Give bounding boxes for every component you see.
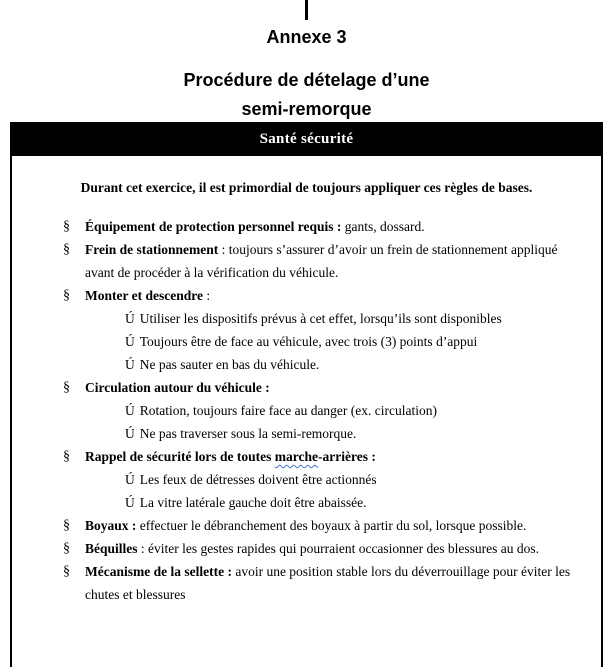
- page-crop-line: [305, 0, 308, 20]
- rule-item-mecanisme: [63, 560, 577, 606]
- banner-title: Santé sécurité: [12, 122, 601, 156]
- page-title: [0, 66, 613, 124]
- rule-text: gants, dossard.: [341, 219, 425, 234]
- rule-item-rappel: [63, 445, 577, 514]
- misspelled-word: marche: [274, 449, 318, 464]
- rule-text: : toujours s’assurer d’avoir un frein de stationnement appliqué avant de procéder à la vérification du véhicule.: [85, 242, 558, 280]
- section-mark-icon: §: [63, 380, 70, 395]
- rule-bold: -arrières :: [317, 449, 376, 464]
- sub-text: Ne pas sauter en bas du véhicule.: [139, 357, 320, 372]
- sub-item: [125, 491, 577, 514]
- arrow-bullet-icon: Ú: [125, 334, 135, 349]
- panel-content: [12, 176, 601, 606]
- rule-item-circulation: [63, 376, 577, 445]
- sub-text: Les feux de détresses doivent être actionnés: [139, 472, 377, 487]
- rule-text: :: [202, 288, 211, 303]
- sub-item: [125, 330, 577, 353]
- section-mark-icon: §: [63, 288, 70, 303]
- rule-item-boyaux: [63, 514, 577, 537]
- sub-text: Rotation, toujours faire face au danger (ex. circulation): [139, 403, 438, 418]
- rule-text: avoir une position stable lors du déverrouillage pour éviter les chutes et blessures: [85, 564, 571, 602]
- sub-text: Ne pas traverser sous la semi-remorque.: [139, 426, 357, 441]
- rule-bold: Béquilles: [85, 541, 138, 556]
- rule-item-bequilles: [63, 537, 577, 560]
- annex-label: Annexe 3: [266, 27, 347, 47]
- arrow-bullet-icon: Ú: [125, 495, 135, 510]
- sub-text: Toujours être de face au véhicule, avec trois (3) points d’appui: [139, 334, 478, 349]
- rule-item-frein: [63, 238, 577, 284]
- section-mark-icon: §: [63, 242, 70, 257]
- rule-bold: Rappel de sécurité lors de toutes: [85, 449, 275, 464]
- section-mark-icon: §: [63, 449, 70, 464]
- rule-text: : éviter les gestes rapides qui pourraient occasionner des blessures au dos.: [137, 541, 540, 556]
- rule-item-equipement: [63, 215, 577, 238]
- section-mark-icon: §: [63, 518, 70, 533]
- sub-item: [125, 307, 577, 330]
- page-title-line2: semi-remorque: [241, 99, 372, 119]
- page-title-line1: Procédure de dételage d’une: [183, 70, 430, 90]
- sub-item: [125, 399, 577, 422]
- sub-text: Utiliser les dispositifs prévus à cet effet, lorsqu’ils sont disponibles: [139, 311, 502, 326]
- rule-bold: Monter et descendre: [85, 288, 203, 303]
- section-mark-icon: §: [63, 219, 70, 234]
- rule-bold: Boyaux :: [85, 518, 137, 533]
- rule-bold: Circulation autour du véhicule :: [85, 380, 270, 395]
- section-mark-icon: §: [63, 564, 70, 579]
- arrow-bullet-icon: Ú: [125, 357, 135, 372]
- safety-panel: [10, 122, 603, 667]
- arrow-bullet-icon: Ú: [125, 311, 135, 326]
- rule-bold: Mécanisme de la sellette :: [85, 564, 232, 579]
- section-mark-icon: §: [63, 541, 70, 556]
- rule-text: effectuer le débranchement des boyaux à partir du sol, lorsque possible.: [136, 518, 527, 533]
- sub-text: La vitre latérale gauche doit être abaissée.: [139, 495, 367, 510]
- arrow-bullet-icon: Ú: [125, 426, 135, 441]
- intro-text: Durant cet exercice, il est primordial de toujours appliquer ces règles de bases.: [80, 180, 533, 195]
- rules-list: [12, 215, 601, 606]
- rule-item-monter: [63, 284, 577, 376]
- sub-item: [125, 422, 577, 445]
- rule-bold: Équipement de protection personnel requis :: [85, 219, 342, 234]
- arrow-bullet-icon: Ú: [125, 403, 135, 418]
- sub-item: [125, 468, 577, 491]
- sub-item: [125, 353, 577, 376]
- rule-bold: Frein de stationnement: [85, 242, 219, 257]
- arrow-bullet-icon: Ú: [125, 472, 135, 487]
